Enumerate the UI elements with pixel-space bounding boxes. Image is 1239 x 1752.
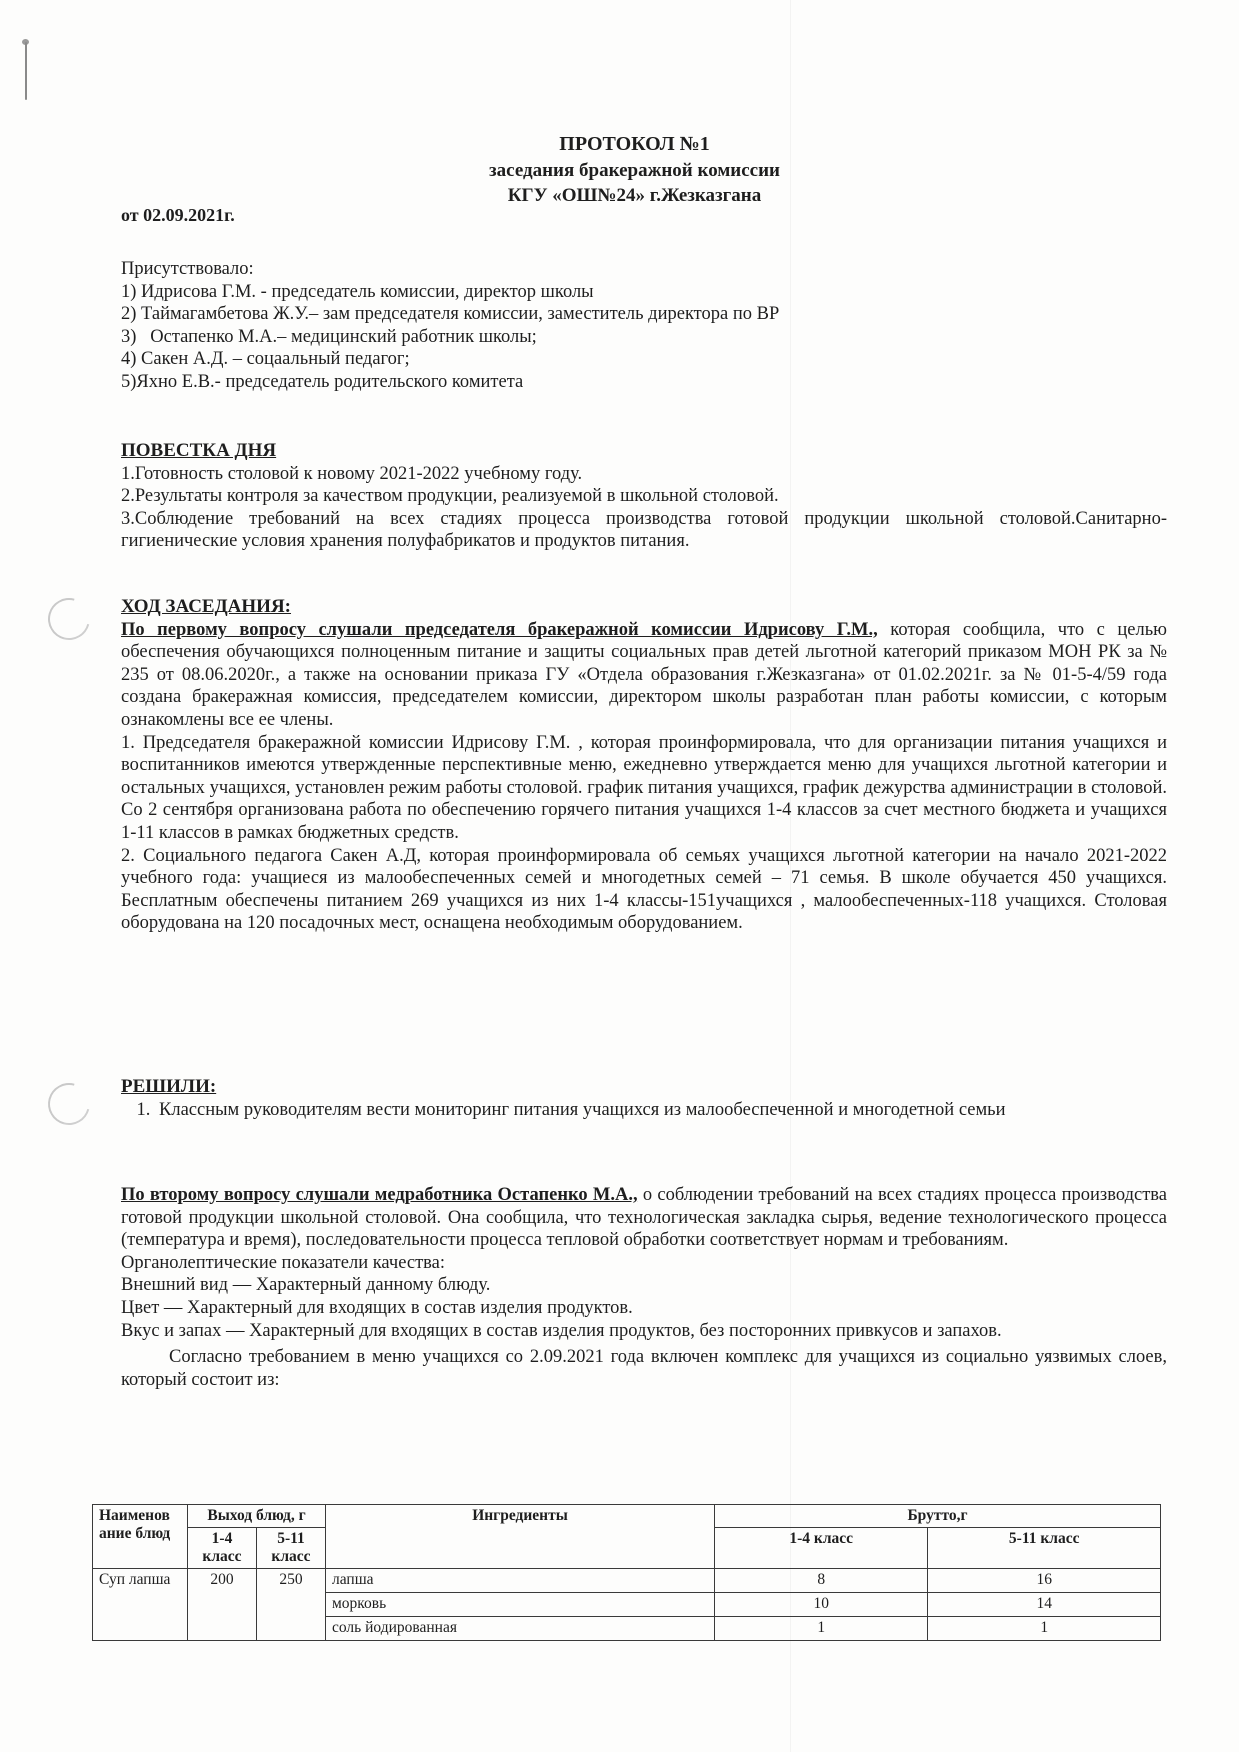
agenda-item: 3.Соблюдение требований на всех стадиях процесса производства готовой продукции школьной столовой.Санитарно-гигиенические условия хранения полуфабрикатов и продуктов питания. xyxy=(121,508,1167,552)
header-brutto-1-4: 1-4 класс xyxy=(715,1528,928,1569)
agenda-item: 1.Готовность столовой к новому 2021-2022 учебному году. xyxy=(121,463,583,484)
staple-mark xyxy=(25,42,27,100)
ingredient-cell: морковь xyxy=(326,1593,715,1617)
first-question-paragraph xyxy=(121,619,1167,732)
brutto-5-11-cell: 1 xyxy=(928,1617,1161,1641)
attendee-item: 5)Яхно Е.В.- председатель родительского комитета xyxy=(121,371,524,392)
menu-table xyxy=(92,1504,1161,1641)
point-chairman: 1. Председателя бракеражной комиссии Идрисову Г.М. , которая проинформировала, что для организации питания учащихся и воспитанников имеются утвержденные перспективные меню, ежедневно утверждается меню для учащихся льготной категории и остальных учащихся, установлен режим работы столовой. график питания учащихся, график дежурства администрации в столовой. Со 2 сентября организована работа по обеспечению горячего питания учащихся 1-4 классов за счет местного бюджета и учащихся 1-11 классов в рамках бюджетных средств. xyxy=(121,732,1167,843)
document-date: от 02.09.2021г. xyxy=(121,205,235,225)
agenda-heading: ПОВЕСТКА ДНЯ xyxy=(121,440,277,461)
yield-1-4-cell: 200 xyxy=(188,1569,257,1641)
attendees-section xyxy=(121,258,1167,394)
decided-list xyxy=(121,1099,1167,1122)
punch-hole-mark xyxy=(40,590,97,647)
second-question-paragraph xyxy=(121,1184,1167,1252)
decided-item: 1. Классным руководителям вести мониторинг питания учащихся из малообеспеченной и многодетной семьи xyxy=(155,1099,1167,1122)
attendee-item: 1) Идрисова Г.М. - председатель комиссии, директор школы xyxy=(121,281,594,302)
point-social-teacher: 2. Социального педагога Сакен А.Д, которая проинформировала об семьях учащихся льготной категории на начало 2021-2022 учебного года: учащиеся из малообеспеченных семей и многодетных семей – 71 семья. В школе обучается 450 учащихся. Бесплатным обеспечены питанием 269 учащихся из них 1-4 классы-151учащихся , малообеспеченных-118 учащихся. Столовая оборудована на 120 посадочных мест, оснащена необходимым оборудованием. xyxy=(121,845,1167,934)
header-yield: Выход блюд, г xyxy=(188,1505,326,1528)
second-question-text: о соблюдении требований на всех стадиях процесса производства готовой продукции школьной столовой. Она сообщила, что технологическая закладка сырья, ведение технологического процесса (температура и время), последовательности процесса тепловой обработки соответствует нормам и требованиям. xyxy=(121,1185,1167,1251)
brutto-5-11-cell: 16 xyxy=(928,1569,1161,1593)
agenda-item: 2.Результаты контроля за качеством продукции, реализуемой в школьной столовой. xyxy=(121,486,779,507)
second-question-lead: По второму вопросу слушали медработника Остапенко М.А., xyxy=(121,1185,638,1205)
organoleptic-label: Органолептические показатели качества: xyxy=(121,1252,446,1273)
meeting-section xyxy=(121,596,1167,935)
brutto-1-4-cell: 1 xyxy=(715,1617,928,1641)
dish-name-cell: Суп лапша xyxy=(93,1569,188,1641)
indicator-item: Внешний вид — Характерный данному блюду. xyxy=(121,1275,491,1296)
document-subtitle: заседания бракеражной комиссии xyxy=(489,160,780,181)
attendees-label: Присутствовало: xyxy=(121,259,254,279)
second-question-section xyxy=(121,1184,1167,1391)
yield-5-11-cell: 250 xyxy=(257,1569,326,1641)
meeting-heading: ХОД ЗАСЕДАНИЯ: xyxy=(121,596,292,617)
attendee-item: 2) Таймагамбетова Ж.У.– зам председателя комиссии, заместитель директора по ВР xyxy=(121,304,780,325)
document-title: ПРОТОКОЛ №1 xyxy=(559,133,710,155)
agenda-section xyxy=(121,440,1167,553)
menu-intro: Согласно требованием в меню учащихся со 2.09.2021 года включен комплекс для учащихся из социально уязвимых слоев, который состоит из: xyxy=(121,1347,1167,1390)
brutto-1-4-cell: 10 xyxy=(715,1593,928,1617)
indicator-item: Вкус и запах — Характерный для входящих в состав изделия продуктов, без посторонних привкусов и запахов. xyxy=(121,1320,1002,1341)
table-row xyxy=(93,1569,1161,1593)
first-question-lead: По первому вопросу слушали председателя бракеражной комиссии Идрисову Г.М., xyxy=(121,619,878,640)
attendee-item: 4) Сакен А.Д. – соцаальный педагог; xyxy=(121,349,410,370)
header-brutto: Брутто,г xyxy=(715,1505,1161,1528)
decided-section xyxy=(121,1076,1167,1121)
attendee-item: 3) Остапенко М.А.– медицинский работник школы; xyxy=(121,326,537,347)
first-question-text: которая сообщила, что с целью обеспечения обучающихся полноценным питание и защиты социальных прав детей льготной категорий приказом МОН РК за № 235 от 08.06.2020г., а также на основании приказа ГУ «Отдела образования г.Жезказгана» от 01.02.2021г. за № 01-5-4/59 года создана бракеражная комиссия, председателем комиссии, директором школы разработан план работы комиссии, с которым ознакомлены все ее члены. xyxy=(121,619,1167,730)
header-yield-5-11: 5-11 класс xyxy=(257,1528,326,1569)
header-ingredients: Ингредиенты xyxy=(326,1505,715,1569)
decided-heading: РЕШИЛИ: xyxy=(121,1076,217,1097)
brutto-5-11-cell: 14 xyxy=(928,1593,1161,1617)
punch-hole-mark xyxy=(40,1075,97,1132)
ingredient-cell: соль йодированная xyxy=(326,1617,715,1641)
header-yield-1-4: 1-4 класс xyxy=(188,1528,257,1569)
ingredient-cell: лапша xyxy=(326,1569,715,1593)
organization-name: КГУ «ОШ№24» г.Жезказгана xyxy=(507,185,762,206)
header-brutto-5-11: 5-11 класс xyxy=(928,1528,1161,1569)
header-dish-name: Наименов ание блюд xyxy=(93,1505,188,1569)
brutto-1-4-cell: 8 xyxy=(715,1569,928,1593)
indicator-item: Цвет — Характерный для входящих в состав изделия продуктов. xyxy=(121,1297,633,1318)
